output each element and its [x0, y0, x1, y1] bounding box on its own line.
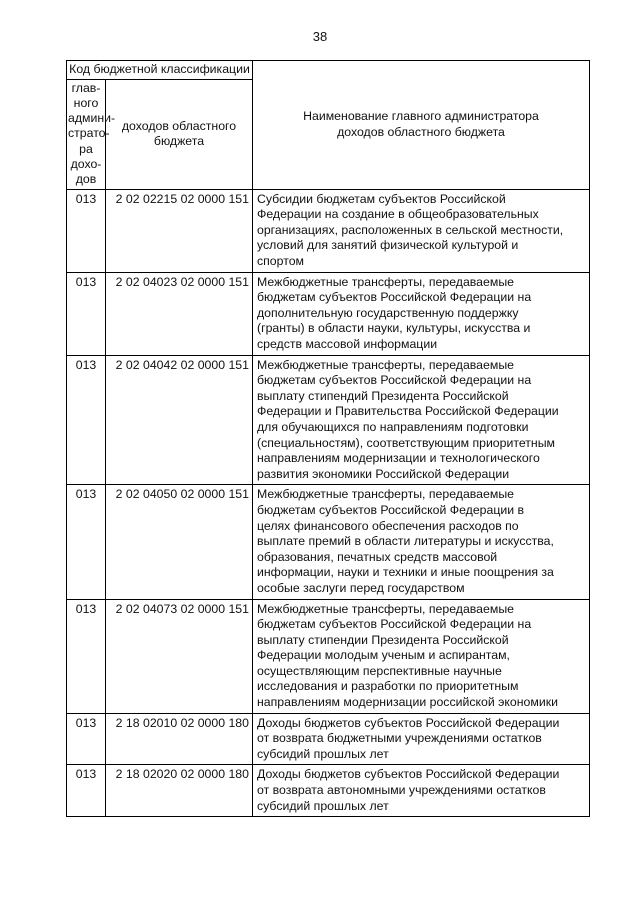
page-number: 38: [312, 29, 328, 44]
table-body: [67, 189, 590, 817]
admin-code-cell: 013: [67, 485, 106, 599]
admin-code-cell: 013: [67, 189, 106, 272]
budget-code-cell: 2 18 02020 02 0000 180: [106, 765, 253, 817]
table-row: [67, 272, 590, 355]
income-name-cell: Межбюджетные трансферты, передаваемые бюджетам субъектов Российской Федерации на выплату стипендий Президента Российской Федерации и Правительства Российской Федерации для обучающихся по направлениям подготовки (специальностям), соответствующим приоритетным направлениям модернизации и технологического развития экономики Российской Федерации: [253, 355, 590, 485]
header-income-column: доходов областного бюджета: [106, 79, 253, 189]
budget-code-cell: 2 02 04023 02 0000 151: [106, 272, 253, 355]
income-name-cell: Межбюджетные трансферты, передаваемые бюджетам субъектов Российской Федерации на выплату стипендии Президента Российской Федерации молодым ученым и аспирантам, осуществляющим перспективные научные исследования и разработки по приоритетным направлениям модернизации российской экономики: [253, 599, 590, 713]
budget-code-cell: 2 18 02010 02 0000 180: [106, 713, 253, 765]
admin-code-cell: 013: [67, 765, 106, 817]
admin-code-cell: 013: [67, 713, 106, 765]
table-row: [67, 355, 590, 485]
header-admin-column: глав- ного админи- страто- ра дохо- дов: [67, 79, 106, 189]
income-name-cell: Доходы бюджетов субъектов Российской Федерации от возврата автономными учреждениями остатков субсидий прошлых лет: [253, 765, 590, 817]
income-name-cell: Субсидии бюджетам субъектов Российской Федерации на создание в общеобразовательных организациях, расположенных в сельской местности, условий для занятий физической культурой и спортом: [253, 189, 590, 272]
income-name-cell: Межбюджетные трансферты, передаваемые бюджетам субъектов Российской Федерации в целях финансового обеспечения расходов по выплате премий в области литературы и искусства, образования, печатных средств массовой информации, науки и техники и иные поощрения за особые заслуги перед государством: [253, 485, 590, 599]
table-row: [67, 189, 590, 272]
budget-classification-table: [66, 60, 590, 817]
table-row: [67, 485, 590, 599]
table-row: [67, 765, 590, 817]
budget-code-cell: 2 02 04042 02 0000 151: [106, 355, 253, 485]
budget-code-cell: 2 02 04073 02 0000 151: [106, 599, 253, 713]
table-row: [67, 599, 590, 713]
table-row: [67, 713, 590, 765]
budget-code-cell: 2 02 04050 02 0000 151: [106, 485, 253, 599]
income-name-cell: Межбюджетные трансферты, передаваемые бюджетам субъектов Российской Федерации на дополнительную государственную поддержку (гранты) в области науки, культуры, искусства и средств массовой информации: [253, 272, 590, 355]
admin-code-cell: 013: [67, 355, 106, 485]
admin-code-cell: 013: [67, 272, 106, 355]
budget-code-cell: 2 02 02215 02 0000 151: [106, 189, 253, 272]
income-name-cell: Доходы бюджетов субъектов Российской Федерации от возврата бюджетными учреждениями остатков субсидий прошлых лет: [253, 713, 590, 765]
header-group-title: Код бюджетной классификации: [67, 61, 253, 80]
header-name-column: Наименование главного администратора доходов областного бюджета: [253, 61, 590, 190]
admin-code-cell: 013: [67, 599, 106, 713]
